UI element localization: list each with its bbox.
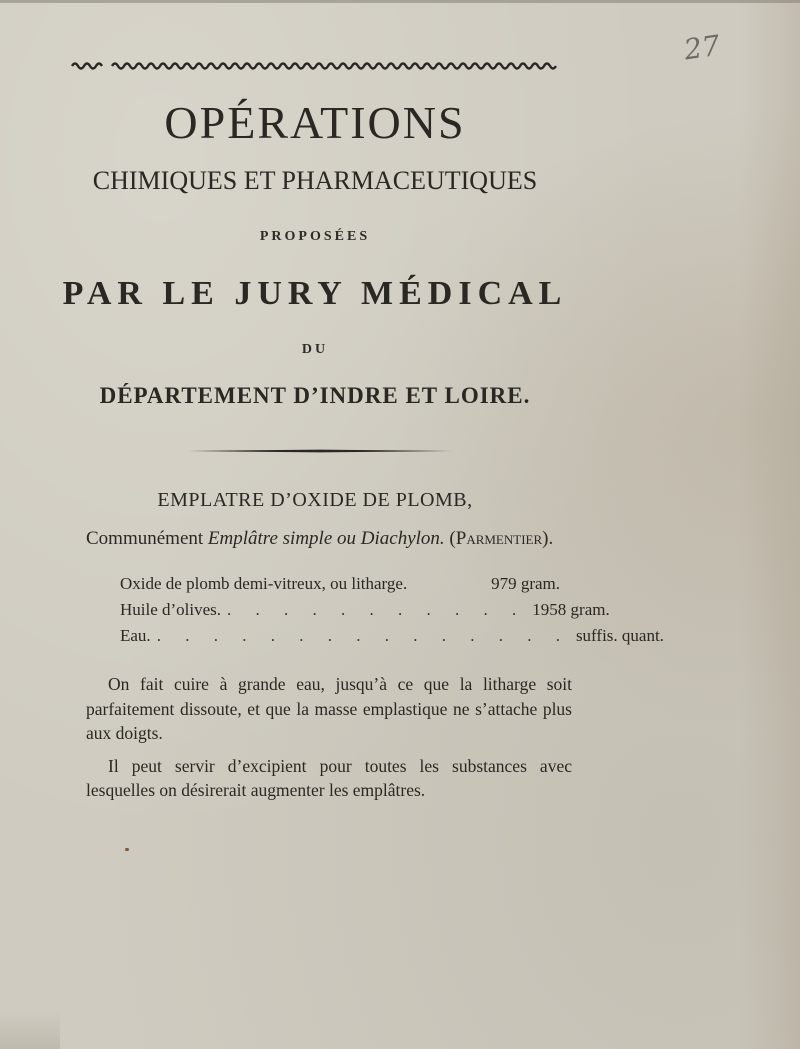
jury-heading: PAR LE JURY MÉDICAL — [62, 275, 568, 312]
common-close: ). — [542, 528, 554, 549]
ingredient-quantity: 1958 gram. — [532, 600, 610, 619]
proposees-label: PROPOSÉES — [259, 229, 371, 244]
ingredient-row — [120, 574, 560, 600]
recipe-title: EMPLATRE D’OXIDE DE PLOMB, — [157, 489, 473, 511]
page-corner-wear — [0, 1010, 60, 1049]
ingredient-name: Eau. — [120, 626, 151, 645]
du-label: DU — [301, 342, 329, 357]
ingredient-name: Huile d’olives. — [120, 600, 222, 619]
ingredient-row — [120, 600, 610, 626]
ingredient-leader: . . . . . . . . . . . . . . . — [156, 626, 570, 645]
departement-heading: DÉPARTEMENT D’INDRE ET LOIRE. — [99, 383, 531, 408]
page-right-edge — [740, 0, 800, 1049]
ingredient-row — [120, 626, 664, 652]
ingredient-list — [120, 574, 664, 652]
page-subtitle: CHIMIQUES ET PHARMACEUTIQUES — [92, 166, 538, 195]
common-author: Parmentier — [455, 528, 543, 549]
ingredient-name: Oxide de plomb demi-vitreux, ou litharge. — [120, 574, 408, 593]
ingredient-quantity: 979 gram. — [491, 574, 560, 593]
common-prefix: Communément — [86, 528, 208, 549]
ink-speck-icon — [125, 848, 129, 851]
recipe-common-name — [86, 528, 586, 550]
paragraph: On fait cuire à grande eau, jusqu’à ce que la litharge soit parfaitement dissoute, et que la masse emplastique ne s’attache plus aux doigts. — [86, 674, 572, 743]
paragraph: Il peut servir d’excipient pour toutes les substances avec lesquelles on désirerait augmenter les emplâtres. — [86, 755, 572, 800]
common-open: ( — [444, 528, 456, 549]
manuscript-page-number: 27 — [682, 28, 722, 67]
common-italic: Emplâtre simple ou Diachylon. — [207, 528, 445, 549]
recipe-instructions — [86, 672, 572, 811]
divider-rule-icon — [188, 449, 452, 453]
page-top-edge — [0, 0, 800, 3]
ornament-rule-icon — [72, 60, 558, 72]
ingredient-quantity: suffis. quant. — [575, 626, 664, 645]
ingredient-leader: . . . . . . . . . . . — [227, 600, 527, 619]
page-title: OPÉRATIONS — [164, 97, 466, 148]
